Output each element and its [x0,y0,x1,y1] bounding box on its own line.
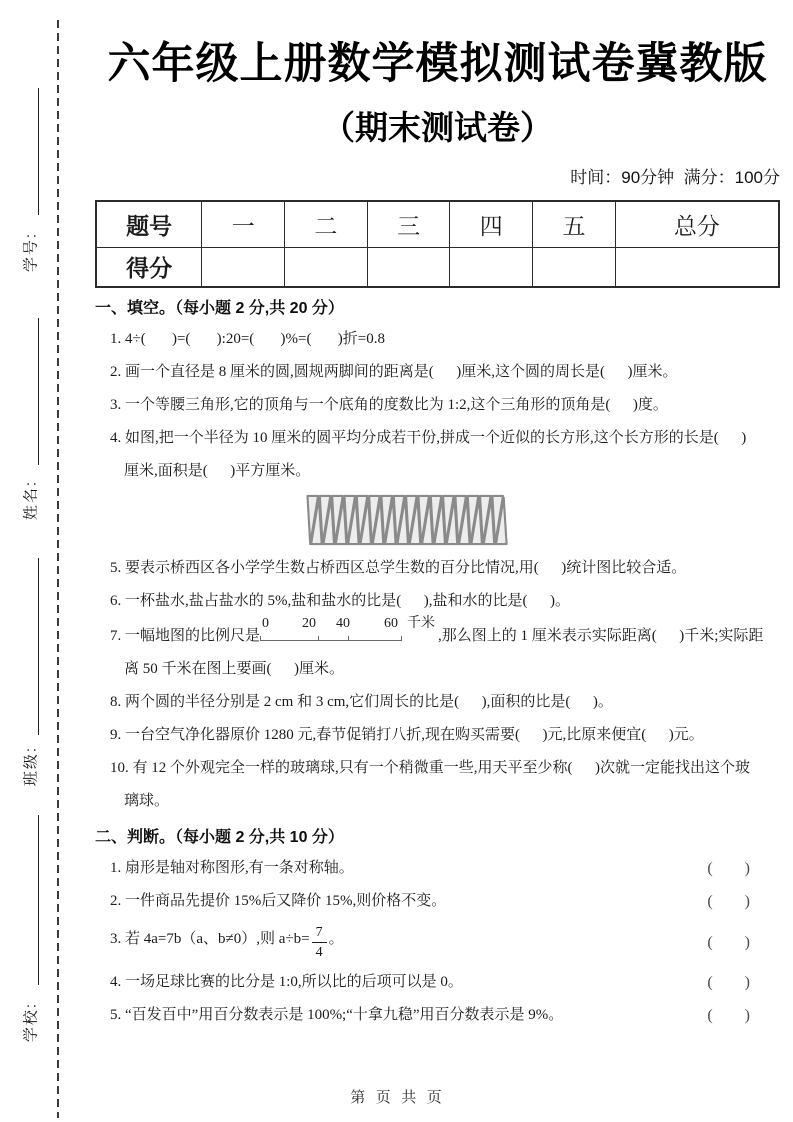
paper-content [95,0,780,1032]
fill-question-10-line1: 10. 有 12 个外观完全一样的玻璃球,只有一个稍微重一些,用天平至少称( )次就一定能找出这个玻 [110,760,750,776]
name-label: 姓名: [22,479,40,521]
scale-tick [260,636,261,641]
answer-bracket: ( ) [707,860,750,877]
answer-bracket: ( ) [707,974,750,991]
section2-heading: 二、判断。（每小题 2 分,共 10 分） [95,829,344,846]
scale-unit-label: 千米 [407,616,436,631]
student-id-label: 学号: [22,231,40,273]
circle-sectors-figure [303,490,511,550]
score-table-cell-col4: 四 [450,201,533,247]
binding-dashed-line [57,20,59,1118]
fill-question-7 [95,618,780,686]
scale-tick-label-40: 40 [336,616,351,631]
scale-baseline [260,640,402,641]
judge-question-3-text [110,923,344,961]
score-empty-cell [615,247,779,287]
student-id-blank-line [38,88,39,215]
fill-question-9: 9. 一台空气净化器原价 1280 元,春节促销打八折,现在购买需要( )元,比原来便宜( )元。 [110,727,704,743]
judge-question-5-text: 5. “百发百中”用百分数表示是 100%;“十拿九稳”用百分数表示是 9%。 [110,1007,564,1023]
judge-question-4-text: 4. 一场足球比赛的比分是 1:0,所以比的后项可以是 0。 [110,974,463,990]
judge-question-1-text: 1. 扇形是轴对称图形,有一条对称轴。 [110,860,354,876]
fill-question-2: 2. 画一个直径是 8 厘米的圆,圆规两脚间的距离是( )厘米,这个圆的周长是( )厘米。 [110,364,678,380]
paper-title: 六年级上册数学模拟测试卷冀教版 [107,40,768,88]
fill-question-5: 5. 要表示桥西区各小学学生数占桥西区总学生数的百分比情况,用( )统计图比较合适。 [110,560,687,576]
paper-subtitle: （期末测试卷） [322,109,553,146]
fill-question-4-line1: 4. 如图,把一个半径为 10 厘米的圆平均分成若干份,拼成一个近似的长方形,这个长方形的长是( ) [110,430,747,446]
fill-question-8: 8. 两个圆的半径分别是 2 cm 和 3 cm,它们周长的比是( ),面积的比是( )。 [110,694,613,710]
answer-bracket: ( ) [707,933,750,951]
class-label: 班级: [22,745,40,787]
fraction-denominator: 4 [315,945,323,960]
score-empty-cell [450,247,533,287]
fill-question-6: 6. 一杯盐水,盐占盐水的 5%,盐和盐水的比是( ),盐和水的比是( )。 [110,593,570,609]
fraction-seven-fourths [312,924,327,961]
fill-question-7-suffix: ,那么图上的 1 厘米表示实际距离( )千米;实际距 [438,628,764,644]
score-table-score-row [96,247,779,287]
judge-question-3-prefix: 3. 若 4a=7b（a、b≠0）,则 a÷b= [110,931,310,947]
time-score-info: 时间：90分钟 满分：100分 [570,168,780,187]
judge-question-4 [95,966,780,999]
scale-tick-label-20: 20 [302,616,317,631]
name-blank-line [38,318,39,465]
fill-question-4-line2: 厘米,面积是( )平方厘米。 [124,463,311,479]
judge-question-2 [95,885,780,918]
score-table-cell-col3: 三 [367,201,450,247]
scale-tick [318,636,319,641]
answer-bracket: ( ) [707,1007,750,1024]
score-empty-cell [285,247,368,287]
fill-question-4 [95,422,780,488]
school-label: 学校: [22,1001,40,1043]
scale-tick-label-0: 0 [262,616,270,631]
score-empty-cell [202,247,285,287]
fraction-numerator: 7 [312,924,327,943]
score-empty-cell [367,247,450,287]
scale-tick [348,636,349,641]
score-table-cell-question-no: 题号 [96,201,202,247]
fill-question-10 [95,752,780,818]
judge-question-2-text: 2. 一件商品先提价 15%后又降价 15%,则价格不变。 [110,893,447,909]
score-table-cell-col1: 一 [202,201,285,247]
page-footer: 第 页 共 页 [350,1090,443,1106]
section1-heading: 一、填空。（每小题 2 分,共 20 分） [95,300,344,317]
scale-tick [401,636,402,641]
fill-question-7-line2: 离 50 千米在图上要画( )厘米。 [124,661,344,677]
fill-question-10-line2: 璃球。 [124,793,170,809]
answer-bracket: ( ) [707,893,750,910]
school-blank-line [38,815,39,985]
section1-questions [95,323,780,818]
map-scale-bar [260,618,438,646]
fill-question-3: 3. 一个等腰三角形,它的顶角与一个底角的度数比为 1:2,这个三角形的顶角是( )度。 [110,397,668,413]
judge-question-1 [95,852,780,885]
score-table-header-row [96,201,779,247]
judge-question-5 [95,999,780,1032]
score-table-cell-score-label: 得分 [96,247,202,287]
score-table-cell-col5: 五 [533,201,616,247]
score-table-cell-col2: 二 [285,201,368,247]
score-table [95,200,780,288]
class-blank-line [38,558,39,735]
scale-tick-label-60: 60 [384,616,399,631]
score-table-cell-total: 总分 [615,201,779,247]
fill-question-1: 1. 4÷( )=( ):20=( )%=( )折=0.8 [110,331,385,347]
judge-question-3-suffix: 。 [328,931,344,947]
score-empty-cell [533,247,616,287]
judge-question-3 [95,923,780,961]
fill-question-7-prefix: 7. 一幅地图的比例尺是 [110,628,261,644]
section2-questions [95,852,780,1032]
